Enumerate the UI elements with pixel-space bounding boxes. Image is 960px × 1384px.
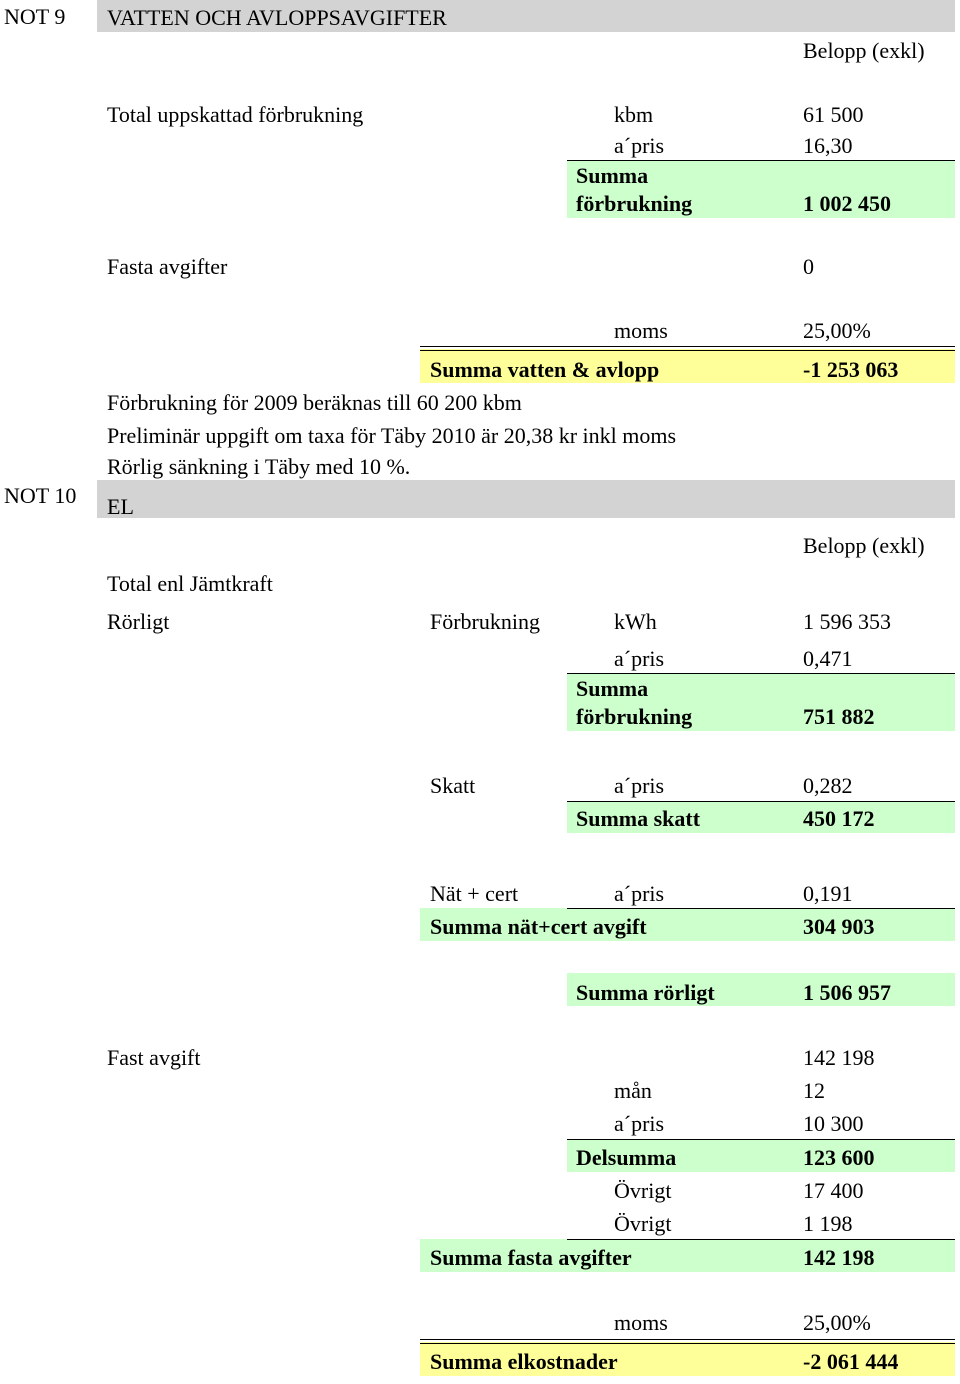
not10-summa-nat-rule: [567, 908, 955, 909]
not10-summa-forbrukning-line1: Summa: [576, 676, 649, 701]
not10-summa-fasta-value: 142 198: [803, 1245, 875, 1270]
not10-summa-rorligt-label: Summa rörligt: [576, 980, 715, 1005]
not9-summa-forbrukning-value: 1 002 450: [803, 191, 891, 216]
not10-apris4-value: 10 300: [803, 1111, 864, 1136]
not10-apris2-label: a´pris: [614, 773, 665, 798]
not9-summa-forbrukning-line2: förbrukning: [576, 191, 693, 216]
not10-apris4-label: a´pris: [614, 1111, 665, 1136]
not9-note-3: Rörlig sänkning i Täby med 10 %.: [107, 454, 411, 479]
not10-ovrigt2-label: Övrigt: [614, 1211, 672, 1236]
not9-label: NOT 9: [4, 4, 66, 29]
not9-moms-value: 25,00%: [803, 318, 871, 343]
not10-summa-el-label: Summa elkostnader: [430, 1349, 618, 1374]
not10-apris2-value: 0,282: [803, 773, 853, 798]
not10-title: EL: [107, 494, 134, 519]
not9-fasta-value: 0: [803, 254, 814, 279]
not10-label: NOT 10: [4, 483, 77, 508]
not10-moms-label: moms: [614, 1310, 668, 1335]
not10-kwh-value: 1 596 353: [803, 609, 891, 634]
not9-title: VATTEN OCH AVLOPPSAVGIFTER: [107, 5, 447, 30]
not9-summa-vatten-rule: [420, 346, 955, 351]
not10-summa-forbrukning-value: 751 882: [803, 704, 875, 729]
not10-nat-label: Nät + cert: [430, 881, 519, 906]
not9-belopp-header: Belopp (exkl): [803, 38, 925, 63]
not10-apris3-value: 0,191: [803, 881, 853, 906]
not10-summa-forbrukning-line2: förbrukning: [576, 704, 693, 729]
not10-summa-nat-value: 304 903: [803, 914, 875, 939]
not9-kbm-value: 61 500: [803, 102, 864, 127]
not10-delsumma-rule: [567, 1139, 955, 1140]
not10-summa-nat-label: Summa nät+cert avgift: [430, 914, 647, 939]
not10-summa-forbrukning-rule: [567, 673, 955, 674]
not10-apris3-label: a´pris: [614, 881, 665, 906]
not9-total-label: Total uppskattad förbrukning: [107, 102, 364, 127]
not10-man-label: mån: [614, 1078, 652, 1103]
not10-fast-value: 142 198: [803, 1045, 875, 1070]
not9-summa-vatten-value: -1 253 063: [803, 357, 899, 382]
not10-header-bar: [97, 480, 955, 518]
not10-ovrigt1-label: Övrigt: [614, 1178, 672, 1203]
not9-summa-vatten-label: Summa vatten & avlopp: [430, 357, 660, 382]
not10-ovrigt1-value: 17 400: [803, 1178, 864, 1203]
not10-total-label: Total enl Jämtkraft: [107, 571, 273, 596]
not10-summa-skatt-rule: [567, 801, 955, 802]
not9-note-1: Förbrukning för 2009 beräknas till 60 200 kbm: [107, 390, 522, 415]
not10-skatt-label: Skatt: [430, 773, 476, 798]
not10-apris1-value: 0,471: [803, 646, 853, 671]
not10-ovrigt2-value: 1 198: [803, 1211, 853, 1236]
not10-summa-rorligt-value: 1 506 957: [803, 980, 891, 1005]
not10-kwh-label: kWh: [614, 609, 657, 634]
not10-summa-el-value: -2 061 444: [803, 1349, 899, 1374]
not9-moms-label: moms: [614, 318, 668, 343]
not10-summa-fasta-rule: [567, 1239, 955, 1240]
not10-moms-value: 25,00%: [803, 1310, 871, 1335]
not9-kbm-label: kbm: [614, 102, 654, 127]
not9-summa-forbrukning-line1: Summa: [576, 163, 649, 188]
not10-fast-label: Fast avgift: [107, 1045, 201, 1070]
not9-apris-value: 16,30: [803, 133, 853, 158]
not9-apris-label: a´pris: [614, 133, 665, 158]
not10-delsumma-label: Delsumma: [576, 1145, 677, 1170]
not9-note-2: Preliminär uppgift om taxa för Täby 2010 är 20,38 kr inkl moms: [107, 423, 677, 448]
not10-summa-fasta-label: Summa fasta avgifter: [430, 1245, 632, 1270]
not10-summa-skatt-label: Summa skatt: [576, 806, 701, 831]
not10-rorligt-label: Rörligt: [107, 609, 170, 634]
not9-summa-forbrukning-rule: [567, 160, 955, 161]
not10-man-value: 12: [803, 1078, 825, 1103]
not10-summa-skatt-value: 450 172: [803, 806, 875, 831]
not10-summa-el-rule: [420, 1339, 955, 1344]
not10-delsumma-value: 123 600: [803, 1145, 875, 1170]
not10-belopp-header: Belopp (exkl): [803, 533, 925, 558]
not10-apris1-label: a´pris: [614, 646, 665, 671]
not9-fasta-label: Fasta avgifter: [107, 254, 228, 279]
not10-forbrukning-label: Förbrukning: [430, 609, 540, 634]
